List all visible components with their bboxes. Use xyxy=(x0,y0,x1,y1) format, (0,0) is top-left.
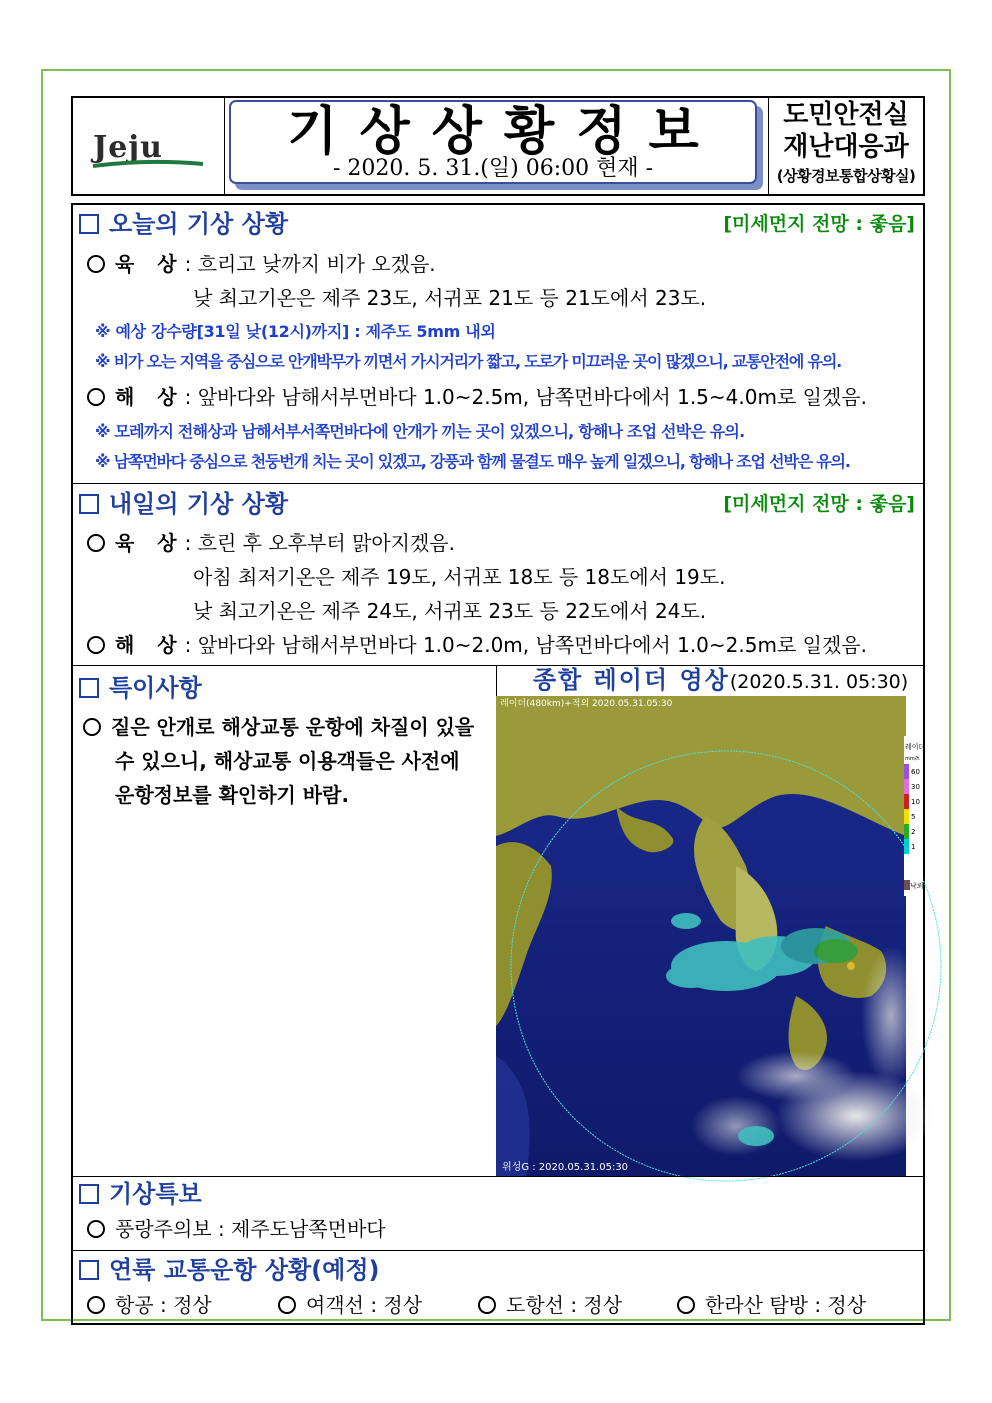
tomorrow-dust-forecast: [미세먼지 전망 : 좋음] xyxy=(723,493,915,515)
legend-value: 5 xyxy=(911,813,916,821)
traffic-item-ferry: 여객선 : 정상 xyxy=(278,1291,422,1319)
square-icon xyxy=(79,494,99,514)
page-title: 기상상황정보 xyxy=(287,102,721,162)
logo-swoosh-icon xyxy=(91,158,206,170)
dept-line3: (상황경보통합상황실) xyxy=(776,167,916,185)
radar-title: 종합 레이더 영상(2020.5.31. 05:30) xyxy=(532,666,909,694)
special-line3: 운항정보를 확인하기 바람. xyxy=(115,783,350,807)
divider xyxy=(73,483,923,484)
circle-bullet-icon xyxy=(478,1296,496,1314)
circle-bullet-icon xyxy=(87,255,105,273)
special-line1: 짙은 안개로 해상교통 운항에 차질이 있을 xyxy=(83,715,474,739)
logo xyxy=(73,98,225,194)
warning-item: 풍랑주의보 : 제주도남쪽먼바다 xyxy=(87,1215,386,1243)
legend-value: 10 xyxy=(911,798,920,806)
circle-bullet-icon xyxy=(87,388,105,406)
legend-value: 1 xyxy=(911,843,916,851)
today-note2: ※ 비가 오는 지역을 중심으로 안개박무가 끼면서 가시거리가 짧고, 도로가 미끄러운 곳이 많겠으니, 교통안전에 유의. xyxy=(95,352,841,371)
page-subtitle: - 2020. 5. 31.(일) 06:00 현재 - xyxy=(332,156,654,181)
special-section-title: 특이사항 xyxy=(79,673,202,703)
circle-bullet-icon xyxy=(87,1220,105,1238)
square-icon xyxy=(79,1184,99,1204)
legend-swatch xyxy=(904,764,909,779)
dept-line2: 재난대응과 xyxy=(783,132,909,162)
legend-swatch xyxy=(904,794,909,809)
radar-bottom-caption: 위성G : 2020.05.31.05:30 xyxy=(502,1162,629,1173)
circle-bullet-icon xyxy=(278,1296,296,1314)
legend-value: 2 xyxy=(911,828,916,836)
legend-swatch xyxy=(904,839,909,854)
today-sea-line: 해 상: 앞바다와 남해서부먼바다 1.0~2.5m, 남쪽먼바다에서 1.5~4.0m로 일겠음. xyxy=(87,383,867,411)
legend-value: 60 xyxy=(911,768,920,776)
warning-section-title: 기상특보 xyxy=(79,1179,202,1209)
special-text xyxy=(83,710,498,812)
legend-value: 30 xyxy=(911,783,920,791)
today-note3: ※ 모레까지 전해상과 남해서부서쪽먼바다에 안개가 끼는 곳이 있겠으니, 항해나 조업 선박은 유의. xyxy=(95,422,745,441)
legend-swatch xyxy=(904,779,909,794)
circle-bullet-icon xyxy=(677,1296,695,1314)
traffic-item-island-boat: 도항선 : 정상 xyxy=(478,1291,622,1319)
main-table xyxy=(71,203,925,1325)
special-line2: 수 있으니, 해상교통 이용객들은 사전에 xyxy=(115,749,460,773)
divider xyxy=(73,1250,923,1251)
traffic-item-hallasan: 한라산 탐방 : 정상 xyxy=(677,1291,866,1319)
square-icon xyxy=(79,1260,99,1280)
today-note4: ※ 남쪽먼바다 중심으로 천둥번개 치는 곳이 있겠고, 강풍과 함께 물결도 매우 높게 일겠으니, 항해나 조업 선박은 유의. xyxy=(95,452,850,471)
tomorrow-land-line1: 육 상: 흐린 후 오후부터 맑아지겠음. xyxy=(87,529,455,557)
legend-swatch xyxy=(904,824,909,839)
traffic-section-title: 연륙 교통운항 상황(예정) xyxy=(79,1255,380,1285)
circle-bullet-icon xyxy=(87,534,105,552)
today-dust-forecast: [미세먼지 전망 : 좋음] xyxy=(723,213,915,235)
radar-lightning-label: 낙뢰 xyxy=(910,882,924,890)
tomorrow-sea-line: 해 상: 앞바다와 남해서부먼바다 1.0~2.0m, 남쪽먼바다에서 1.0~2.5m로 일겠음. xyxy=(87,631,867,659)
today-section-title: 오늘의 기상 상황 xyxy=(79,209,288,239)
dept-line1: 도민안전실 xyxy=(783,100,909,130)
circle-bullet-icon xyxy=(83,718,101,736)
circle-bullet-icon xyxy=(87,1296,105,1314)
today-land-line1: 육 상: 흐리고 낮까지 비가 오겠음. xyxy=(87,250,436,278)
radar-legend-unit: mm/h xyxy=(905,756,920,762)
traffic-item-air: 항공 : 정상 xyxy=(87,1291,212,1319)
radar-top-caption: 레이더(480km)+적외 2020.05.31.05:30 xyxy=(500,699,673,709)
radar-image xyxy=(496,696,926,1176)
tomorrow-section-title: 내일의 기상 상황 xyxy=(79,489,288,519)
square-icon xyxy=(79,214,99,234)
square-icon xyxy=(79,678,99,698)
logo-text: Jeju xyxy=(93,130,163,165)
today-note1: ※ 예상 강수량[31일 낮(12시)까지] : 제주도 5mm 내외 xyxy=(95,322,496,341)
divider xyxy=(73,1176,923,1177)
department xyxy=(768,98,923,194)
legend-swatch xyxy=(904,809,909,824)
radar-legend-title: 레이더 xyxy=(905,743,926,751)
title-box xyxy=(229,100,757,184)
circle-bullet-icon xyxy=(87,636,105,654)
tomorrow-land-line2: 아침 최저기온은 제주 19도, 서귀포 18도 등 18도에서 19도. xyxy=(193,565,726,589)
header xyxy=(71,96,925,196)
tomorrow-land-line3: 낮 최고기온은 제주 24도, 서귀포 23도 등 22도에서 24도. xyxy=(193,599,707,623)
today-land-line2: 낮 최고기온은 제주 23도, 서귀포 21도 등 21도에서 23도. xyxy=(193,286,707,310)
